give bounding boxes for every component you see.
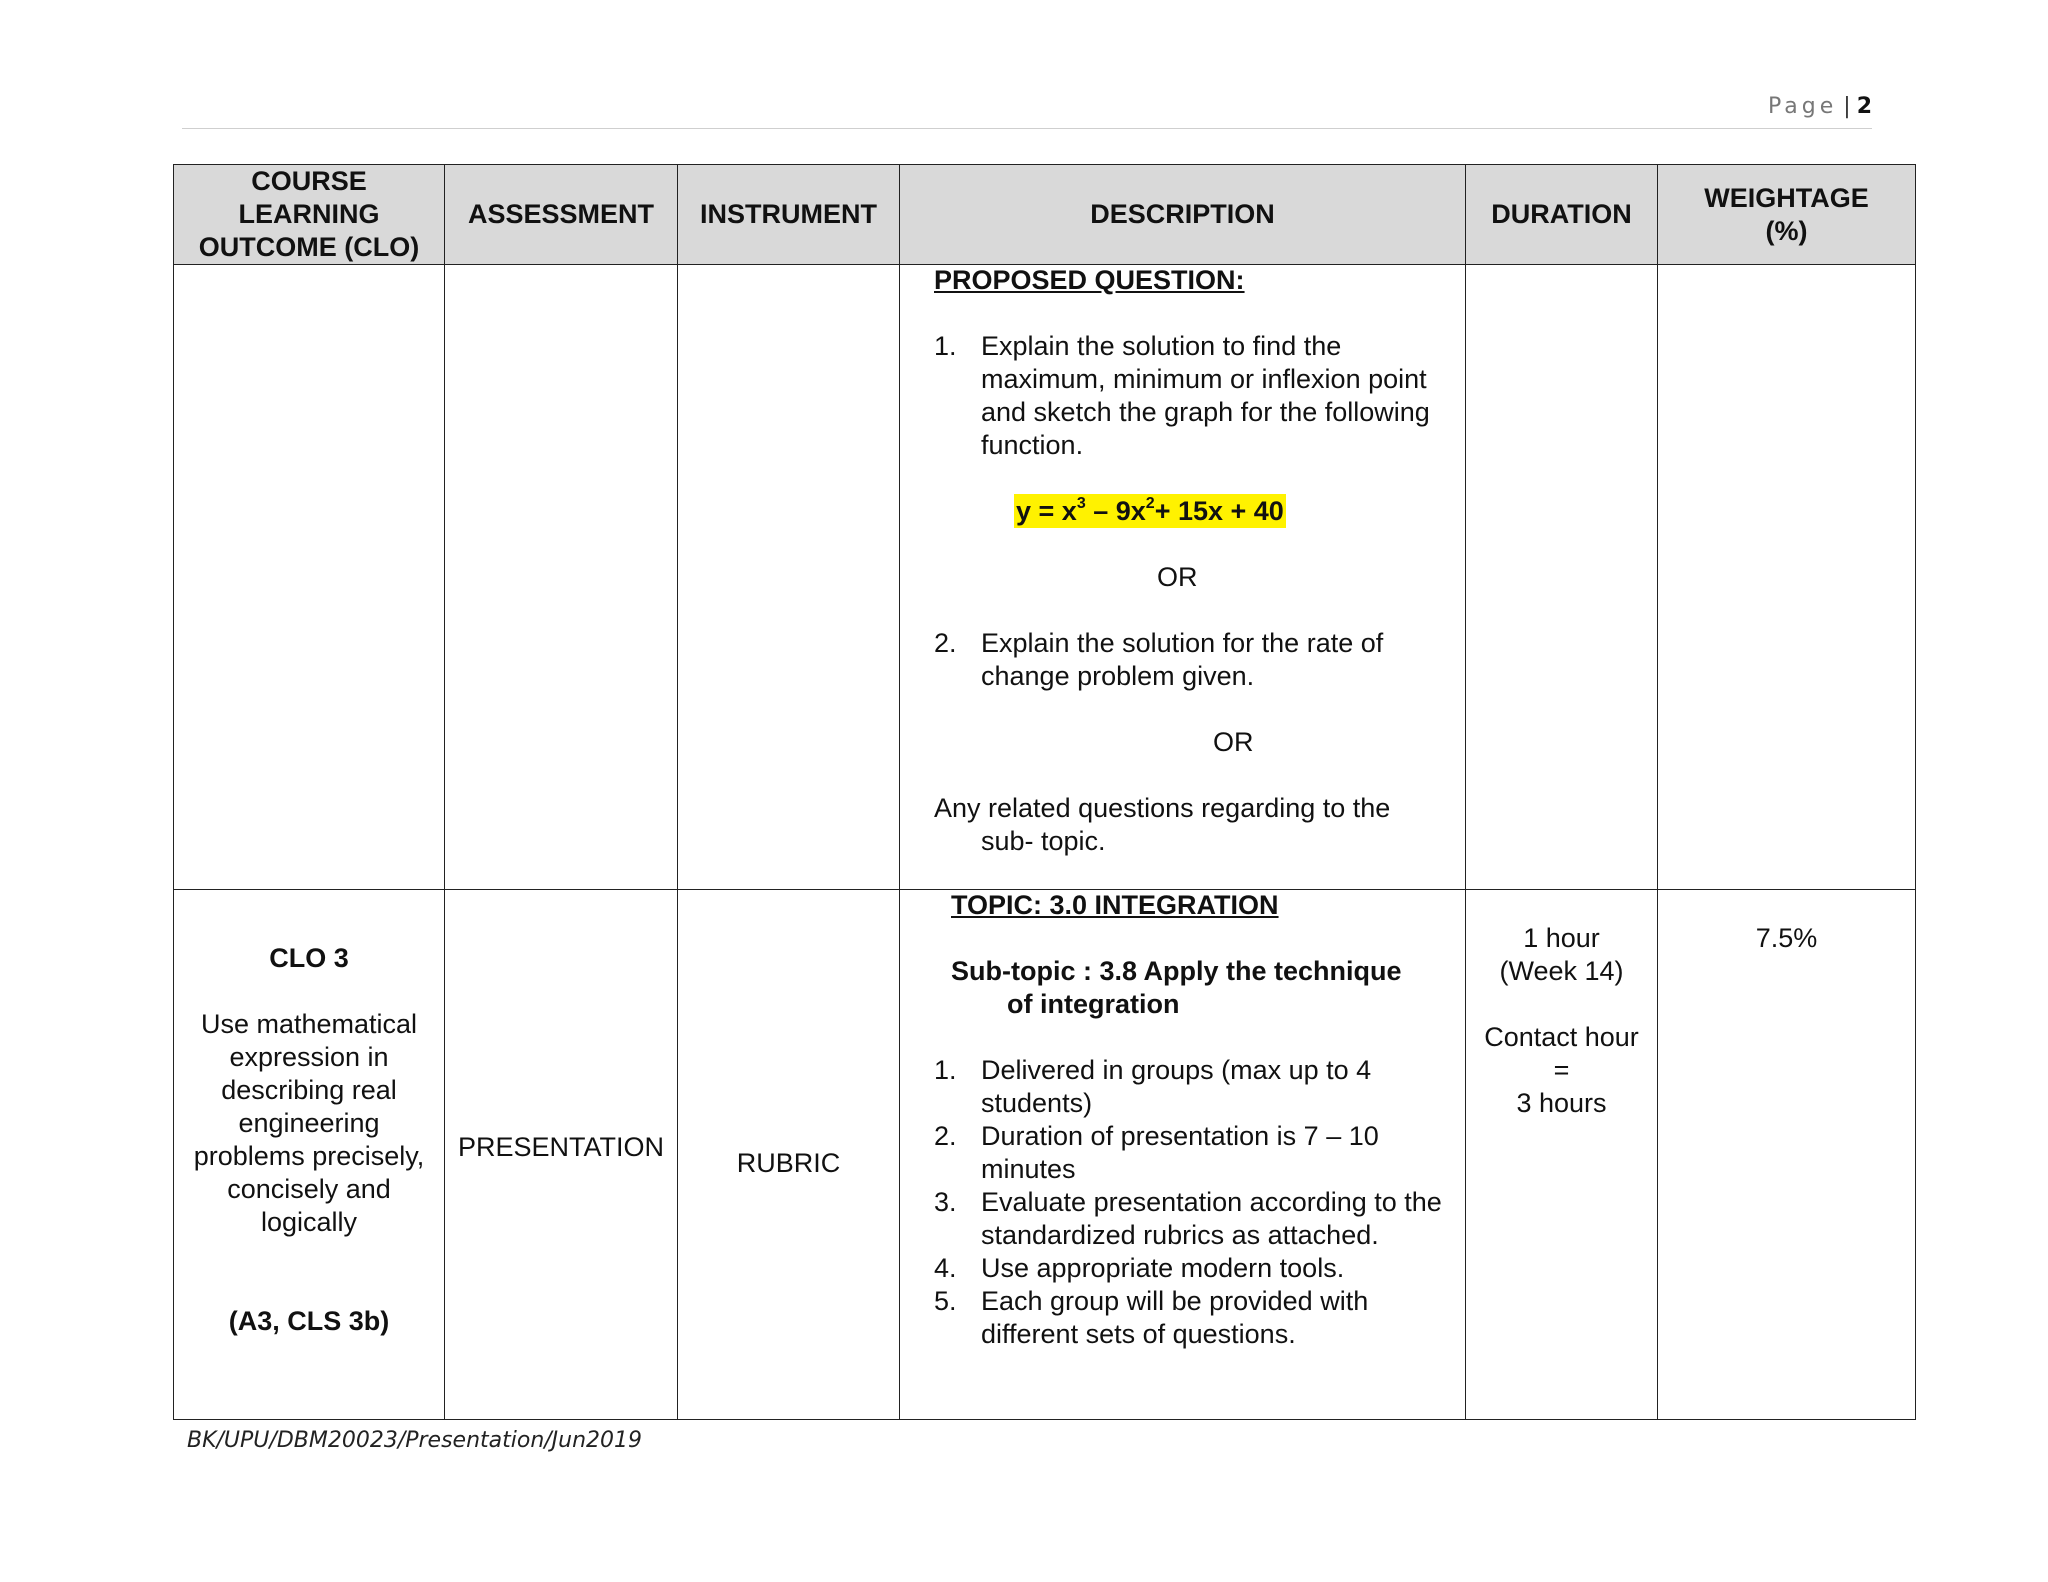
row2-description-cell [900,890,1466,1420]
header-instrument: INSTRUMENT [678,165,900,265]
row2-instrument-cell [678,890,900,1420]
header-description: DESCRIPTION [900,165,1466,265]
contact-hour-equals: = [1553,1055,1570,1085]
list-number: 2. [934,628,957,658]
or-text: OR [1157,562,1198,592]
contact-hour-label: Contact hour [1484,1022,1639,1052]
list-item: 3. Evaluate presentation according to the standardized rubrics as attached. [934,1187,1442,1250]
header-row [174,165,1916,265]
list-item: 2. Duration of presentation is 7 – 10 minutes [934,1121,1379,1184]
subtopic-text-cont: of integration [1007,989,1180,1019]
related-questions-text-cont: sub- topic. [981,826,1106,856]
row1-description-cell [900,265,1466,890]
clo-title: CLO 3 [269,943,349,973]
header-clo: COURSE LEARNING OUTCOME (CLO) [174,165,445,265]
assessment-table [173,164,1916,1420]
header-weightage: WEIGHTAGE (%) [1658,165,1916,265]
list-number: 1. [934,331,957,361]
row1-assessment-cell [445,265,678,890]
related-questions-text: Any related questions regarding to the [934,793,1391,823]
instrument-value: RUBRIC [736,1148,841,1178]
row1-duration-cell [1466,265,1658,890]
header-assessment: ASSESSMENT [445,165,678,265]
page-header [182,92,1872,129]
proposed-question-heading: PROPOSED QUESTION: [934,265,1245,295]
question-1-text: Explain the solution to find the maximum, minimum or inflexion point and sketch the graph for the following function. [981,331,1430,460]
row2-clo-cell [174,890,445,1420]
row1-instrument-cell [678,265,900,890]
subtopic-text: Sub-topic : 3.8 Apply the technique [951,956,1402,986]
row1-clo-cell [174,265,445,890]
or-text: OR [1213,727,1254,757]
duration-hours: 1 hour [1523,923,1600,953]
clo-text: Use mathematical expression in describing real engineering problems precisely, concisely and logically [193,1009,425,1237]
row2-duration-cell [1466,890,1658,1420]
document-code-footer: BK/UPU/DBM20023/Presentation/Jun2019 [187,1428,643,1453]
clo-code: (A3, CLS 3b) [228,1306,390,1336]
table-row [174,265,1916,890]
list-item [934,330,1451,462]
row1-weightage-cell [1658,265,1916,890]
list-item: 5. Each group will be provided with different sets of questions. [934,1286,1369,1349]
assessment-value: PRESENTATION [457,1132,665,1162]
table-row [174,890,1916,1420]
list-item: 1. Delivered in groups (max up to 4 students) [934,1055,1372,1118]
header-duration: DURATION [1466,165,1658,265]
contact-hour-value: 3 hours [1516,1088,1607,1118]
highlighted-equation: $y = x^3 - 9x^2+ 15x + 40$ [1016,495,1284,526]
topic-heading: TOPIC: 3.0 INTEGRATION [951,890,1279,920]
page-number-value: 2 [1856,94,1872,119]
row2-weightage-cell [1658,890,1916,1420]
row2-assessment-cell [445,890,678,1420]
list-item: 4. Use appropriate modern tools. [934,1253,1345,1283]
question-2-text: Explain the solution for the rate of change problem given. [981,628,1384,691]
page-number [1768,94,1872,119]
page-label: Page [1768,94,1838,119]
list-item [934,627,1451,693]
weightage-value: 7.5% [1755,923,1818,953]
duration-week: (Week 14) [1499,956,1624,986]
page-separator: | [1843,94,1851,119]
